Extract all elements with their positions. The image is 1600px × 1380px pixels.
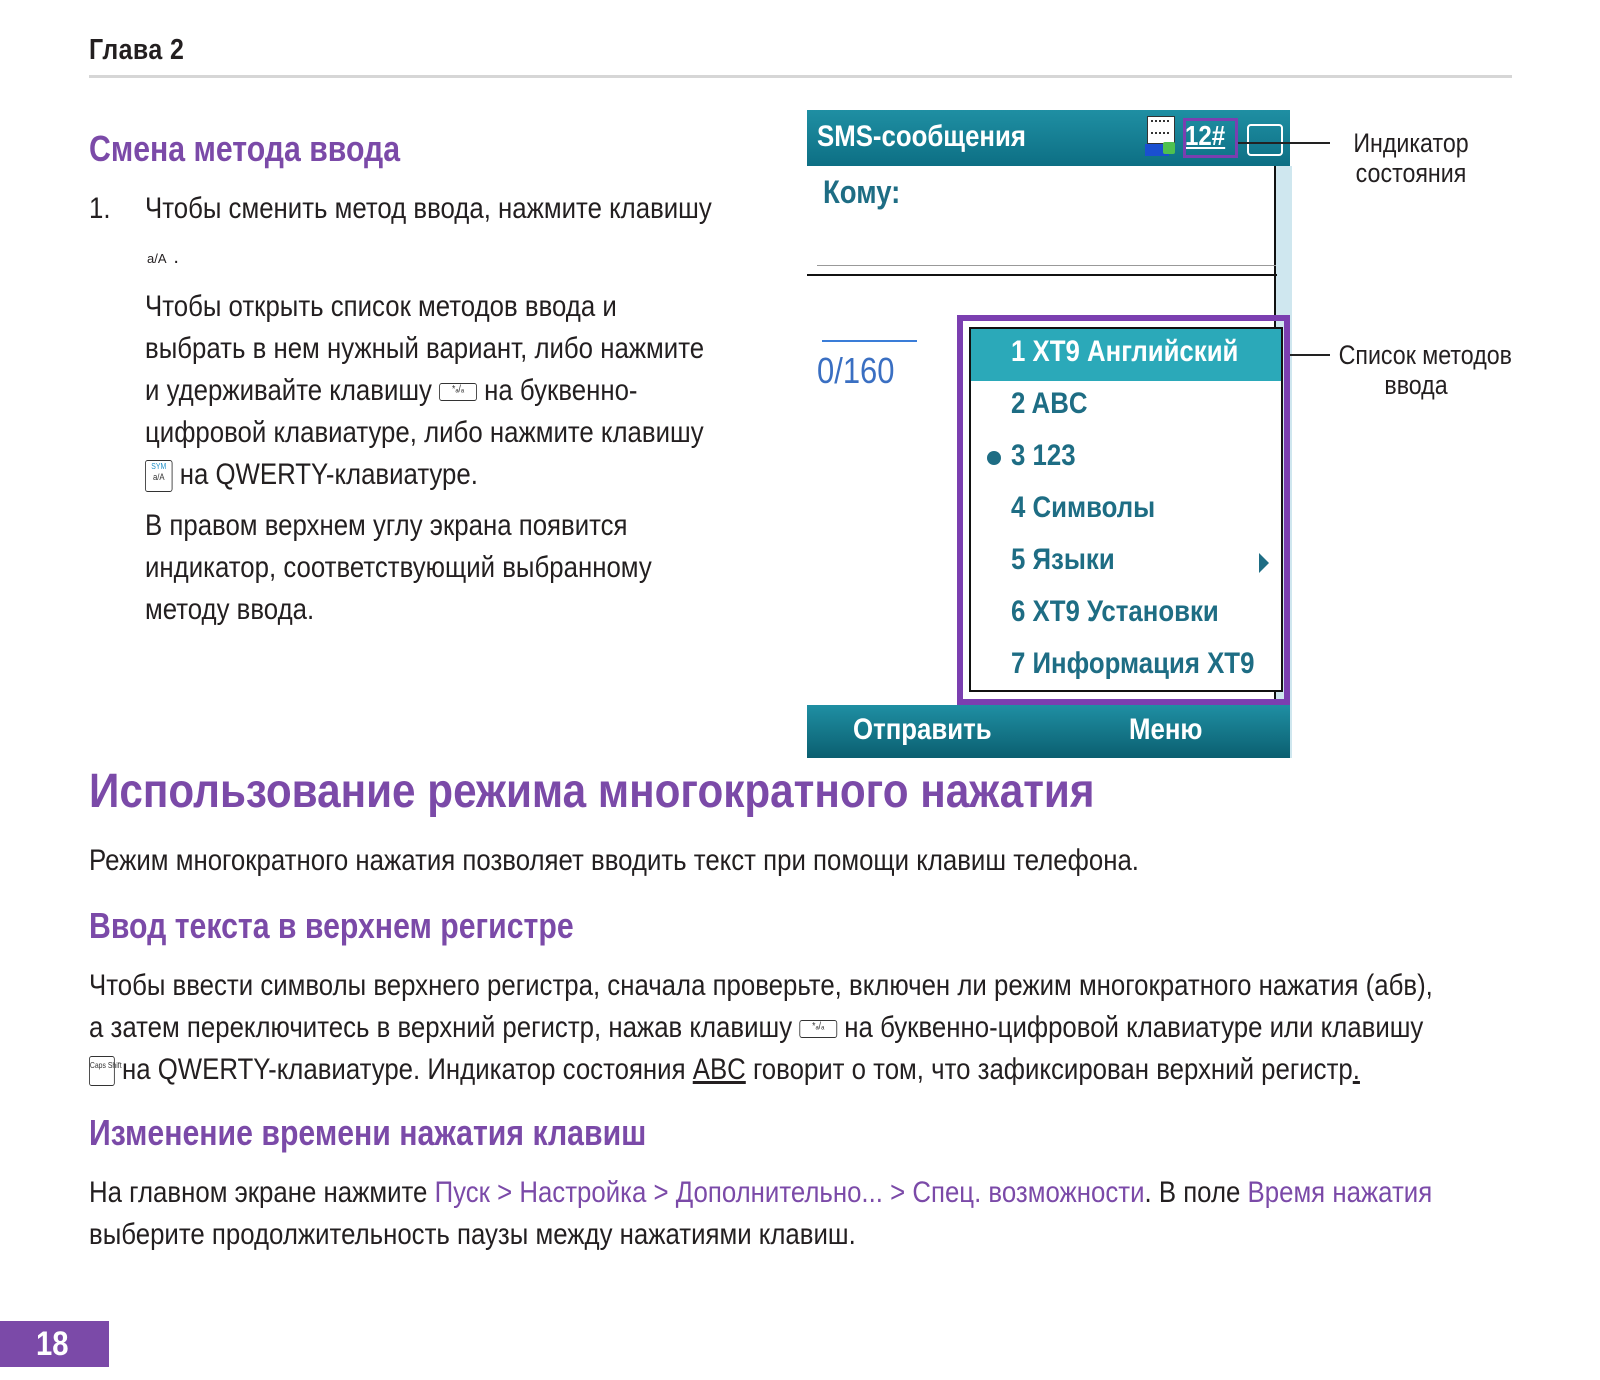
star-key-icon-2: *ₐ/ₐ (799, 1020, 837, 1038)
uppercase-line2-b: на буквенно-цифровой клавиатуре или клавишу (844, 1011, 1424, 1044)
para1-line3-text: и удерживайте клавишу (145, 374, 432, 407)
uppercase-line2-a: а затем переключитесь в верхний регистр, нажав клавишу (89, 1011, 793, 1044)
section-title-tap-timing: Изменение времени нажатия клавиш (89, 1112, 647, 1153)
uppercase-line3-a: на QWERTY-клавиатуре. Индикатор состояния (121, 1053, 686, 1086)
phone-screenshot (807, 110, 1290, 758)
para2-line1: В правом верхнем углу экрана появится (145, 509, 628, 542)
submenu-arrow-icon (1259, 553, 1269, 573)
menu-item-abc[interactable]: 2 ABC (1011, 387, 1088, 420)
status-callout-line2: состояния (1355, 158, 1467, 188)
char-counter: 0/160 (817, 350, 895, 391)
para2-line2: индикатор, соответствующий выбранному (145, 551, 652, 584)
para1-line4: цифровой клавиатуре, либо нажмите клавишу (145, 416, 704, 449)
settings-path-link[interactable]: Пуск > Настройка > Дополнительно... > Спец. возможности (434, 1176, 1145, 1209)
para1-line1: Чтобы открыть список методов ввода и (145, 290, 617, 323)
to-field-divider (817, 265, 1276, 266)
list-callout (1338, 340, 1512, 400)
list-callout-line2: ввода (1384, 370, 1448, 400)
list-callout-line1: Список методов (1338, 340, 1512, 370)
selected-bullet-icon (987, 451, 1001, 465)
step-number: 1. (89, 192, 111, 225)
counter-underline (822, 340, 917, 342)
status-callout (1347, 128, 1476, 188)
check-icon (1163, 142, 1175, 154)
step-text-end: . (173, 246, 179, 268)
status-callout-line (1238, 142, 1330, 144)
para1-line2: выбрать в нем нужный вариант, либо нажмите (145, 332, 705, 365)
tap-time-field-link[interactable]: Время нажатия (1247, 1176, 1433, 1209)
input-method-menu (969, 327, 1283, 692)
keyboard-status-icon (1147, 116, 1175, 144)
uppercase-line3-end: . (1352, 1053, 1360, 1086)
para1-line3 (145, 370, 638, 412)
softkey-menu[interactable]: Меню (1129, 713, 1203, 746)
tap-timing-line1 (89, 1172, 1432, 1214)
page-number-badge (0, 1321, 109, 1367)
indicator-highlight-box (1183, 118, 1238, 158)
multitap-intro: Режим многократного нажатия позволяет вводить текст при помощи клавиш телефона. (89, 844, 1139, 877)
uppercase-line1: Чтобы ввести символы верхнего регистра, сначала проверьте, включен ли режим многократного нажатия (абв), (89, 969, 1433, 1002)
chapter-heading: Глава 2 (89, 34, 185, 66)
status-callout-line1: Индикатор (1353, 128, 1469, 158)
section-title-input-method: Смена метода ввода (89, 128, 401, 169)
menu-item-xt9-settings[interactable]: 6 XT9 Установки (1011, 595, 1219, 628)
star-key-icon: *ₐ/ₐ (439, 383, 477, 401)
list-callout-line (1290, 354, 1330, 356)
caps-shift-key-icon: Caps Shift (89, 1056, 115, 1086)
uppercase-line3-b: говорит о том, что зафиксирован верхний регистр (752, 1053, 1353, 1086)
softkey-send[interactable]: Отправить (853, 713, 992, 746)
header-divider (89, 75, 1512, 78)
abc-indicator-text: ABC (692, 1053, 746, 1086)
tap-timing-line1-b: . В поле (1144, 1176, 1241, 1209)
tap-timing-line1-a: На главном экране нажмите (89, 1176, 428, 1209)
page-number: 18 (36, 1325, 69, 1363)
para1-line3-end: на буквенно- (484, 374, 638, 407)
step-text: Чтобы сменить метод ввода, нажмите клавишу (145, 192, 712, 225)
battery-icon (1247, 124, 1283, 156)
menu-item-xt9-info[interactable]: 7 Информация XT9 (1011, 647, 1255, 680)
menu-item-languages[interactable]: 5 Языки (971, 537, 1281, 589)
message-divider (807, 274, 1277, 276)
section-title-multitap: Использование режима многократного нажатия (89, 765, 1095, 818)
para2-line3: методу ввода. (145, 593, 315, 626)
uppercase-line2 (89, 1007, 1423, 1049)
menu-item-123[interactable]: 3 123 (971, 433, 1281, 485)
tap-timing-line2: выберите продолжительность паузы между нажатиями клавиш. (89, 1218, 856, 1251)
sym-key-icon: SYM a/A (145, 460, 173, 492)
aA-key-label: a/A (147, 251, 166, 266)
phone-title: SMS-сообщения (817, 120, 1026, 153)
para1-line5-text: на QWERTY-клавиатуре. (179, 458, 478, 491)
para1-line5 (145, 454, 478, 496)
uppercase-line3 (89, 1049, 1360, 1091)
input-mode-indicator: 12# (1185, 120, 1226, 151)
section-title-uppercase: Ввод текста в верхнем регистре (89, 905, 574, 946)
to-label: Кому: (823, 174, 901, 210)
aA-key-icon (147, 246, 179, 269)
softkey-bar (807, 705, 1290, 758)
menu-item-symbols[interactable]: 4 Символы (1011, 491, 1156, 524)
menu-item-xt9-english[interactable]: 1 XT9 Английский (971, 329, 1281, 381)
